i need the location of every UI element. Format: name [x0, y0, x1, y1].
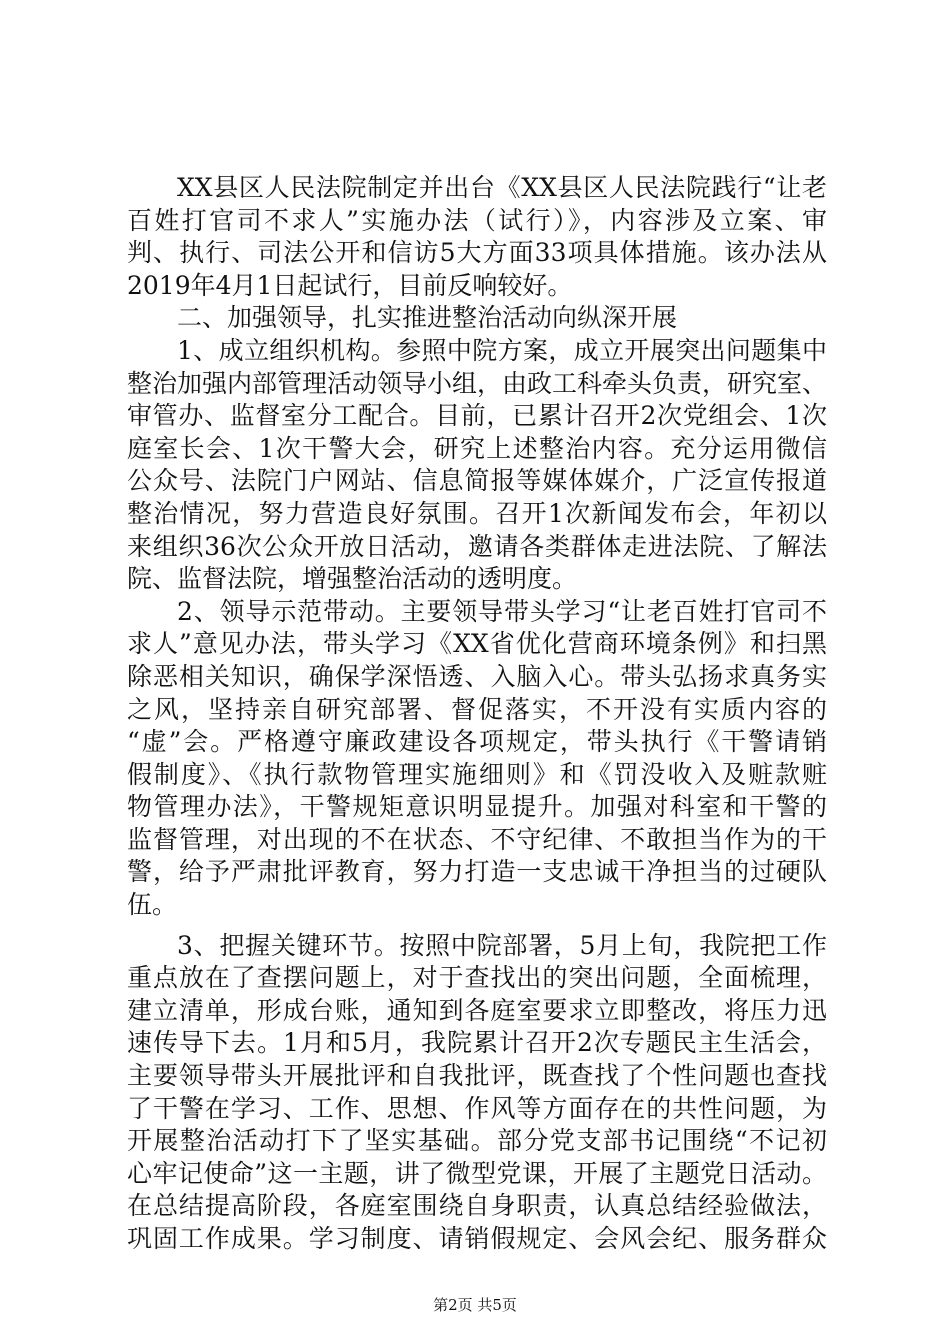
text-line: 在总结提高阶段，各庭室围绕自身职责，认真总结经验做法， — [127, 1191, 827, 1221]
text-line: 庭室长会、1次干警大会，研究上述整治内容。充分运用微信 — [127, 433, 827, 463]
page-number: 第2页 共5页 — [433, 1296, 517, 1314]
text-line: 物管理办法》，干警规矩意识明显提升。加强对科室和干警的 — [127, 792, 827, 822]
paragraph-item-1 — [127, 335, 827, 596]
paragraph-intro — [127, 172, 827, 302]
text-line: XX县区人民法院制定并出台《XX县区人民法院践行“让老 — [177, 173, 827, 202]
text-line: 百姓打官司不求人”实施办法（试行）》，内容涉及立案、审 — [127, 205, 827, 235]
text-line: “虚”会。严格遵守廉政建设各项规定，带头执行《干警请销 — [127, 727, 827, 757]
text-line: 判、执行、司法公开和信访5大方面33项具体措施。该办法从 — [127, 238, 827, 268]
text-line: 来组织36次公众开放日活动，邀请各类群体走进法院、了解法 — [127, 531, 827, 561]
text-line: 主要领导带头开展批评和自我批评，既查找了个性问题也查找 — [127, 1061, 827, 1091]
text-line: 心牢记使命”这一主题，讲了微型党课，开展了主题党日活动。 — [127, 1158, 827, 1188]
text-line: 审管办、监督室分工配合。目前，已累计召开2次党组会、1次 — [127, 401, 827, 431]
text-line: 重点放在了查摆问题上，对于查找出的突出问题，全面梳理， — [127, 963, 827, 993]
text-line: 整治加强内部管理活动领导小组，由政工科牵头负责，研究室、 — [127, 368, 828, 398]
text-line: 了干警在学习、工作、思想、作风等方面存在的共性问题，为 — [127, 1093, 827, 1123]
text-line: 整治情况，努力营造良好氛围。召开1次新闻发布会，年初以 — [127, 498, 827, 528]
text-line: 之风，坚持亲自研究部署、督促落实，不开没有实质内容的 — [127, 694, 827, 724]
document-body — [127, 172, 827, 1256]
text-line: 伍。 — [127, 890, 178, 920]
text-line: 2、领导示范带动。主要领导带头学习“让老百姓打官司不 — [177, 596, 827, 626]
text-line: 公众号、法院门户网站、信息简报等媒体媒介，广泛宣传报道 — [127, 466, 827, 496]
paragraph-gap — [127, 922, 827, 930]
text-line: 院、监督法院，增强整治活动的透明度。 — [127, 564, 578, 594]
text-line: 监督管理，对出现的不在状态、不守纪律、不敢担当作为的干 — [127, 824, 827, 854]
text-line: 除恶相关知识，确保学深悟透、入脑入心。带头弘扬求真务实 — [127, 661, 827, 691]
heading-line: 二、加强领导，扎实推进整治活动向纵深开展 — [177, 303, 678, 333]
paragraph-item-3 — [127, 930, 827, 1256]
text-line: 求人”意见办法，带头学习《XX省优化营商环境条例》和扫黑 — [127, 629, 827, 659]
text-line: 警，给予严肃批评教育，努力打造一支忠诚干净担当的过硬队 — [127, 857, 827, 887]
text-line: 3、把握关键环节。按照中院部署，5月上旬，我院把工作 — [177, 930, 827, 960]
section-heading — [127, 302, 827, 335]
text-line: 巩固工作成果。学习制度、请销假规定、会风会纪、服务群众 — [127, 1224, 827, 1253]
paragraph-item-2 — [127, 596, 827, 922]
text-line: 1、成立组织机构。参照中院方案，成立开展突出问题集中 — [177, 335, 827, 365]
text-line: 2019年4月1日起试行，目前反响较好。 — [127, 270, 573, 300]
text-line: 速传导下去。1月和5月，我院累计召开2次专题民主生活会， — [127, 1028, 827, 1058]
text-line: 开展整治活动打下了坚实基础。部分党支部书记围绕“不记初 — [127, 1126, 827, 1156]
text-line: 建立清单，形成台账，通知到各庭室要求立即整改，将压力迅 — [127, 995, 827, 1025]
page-footer — [0, 1295, 950, 1315]
text-line: 假制度》、《执行款物管理实施细则》和《罚没收入及赃款赃 — [127, 759, 827, 789]
